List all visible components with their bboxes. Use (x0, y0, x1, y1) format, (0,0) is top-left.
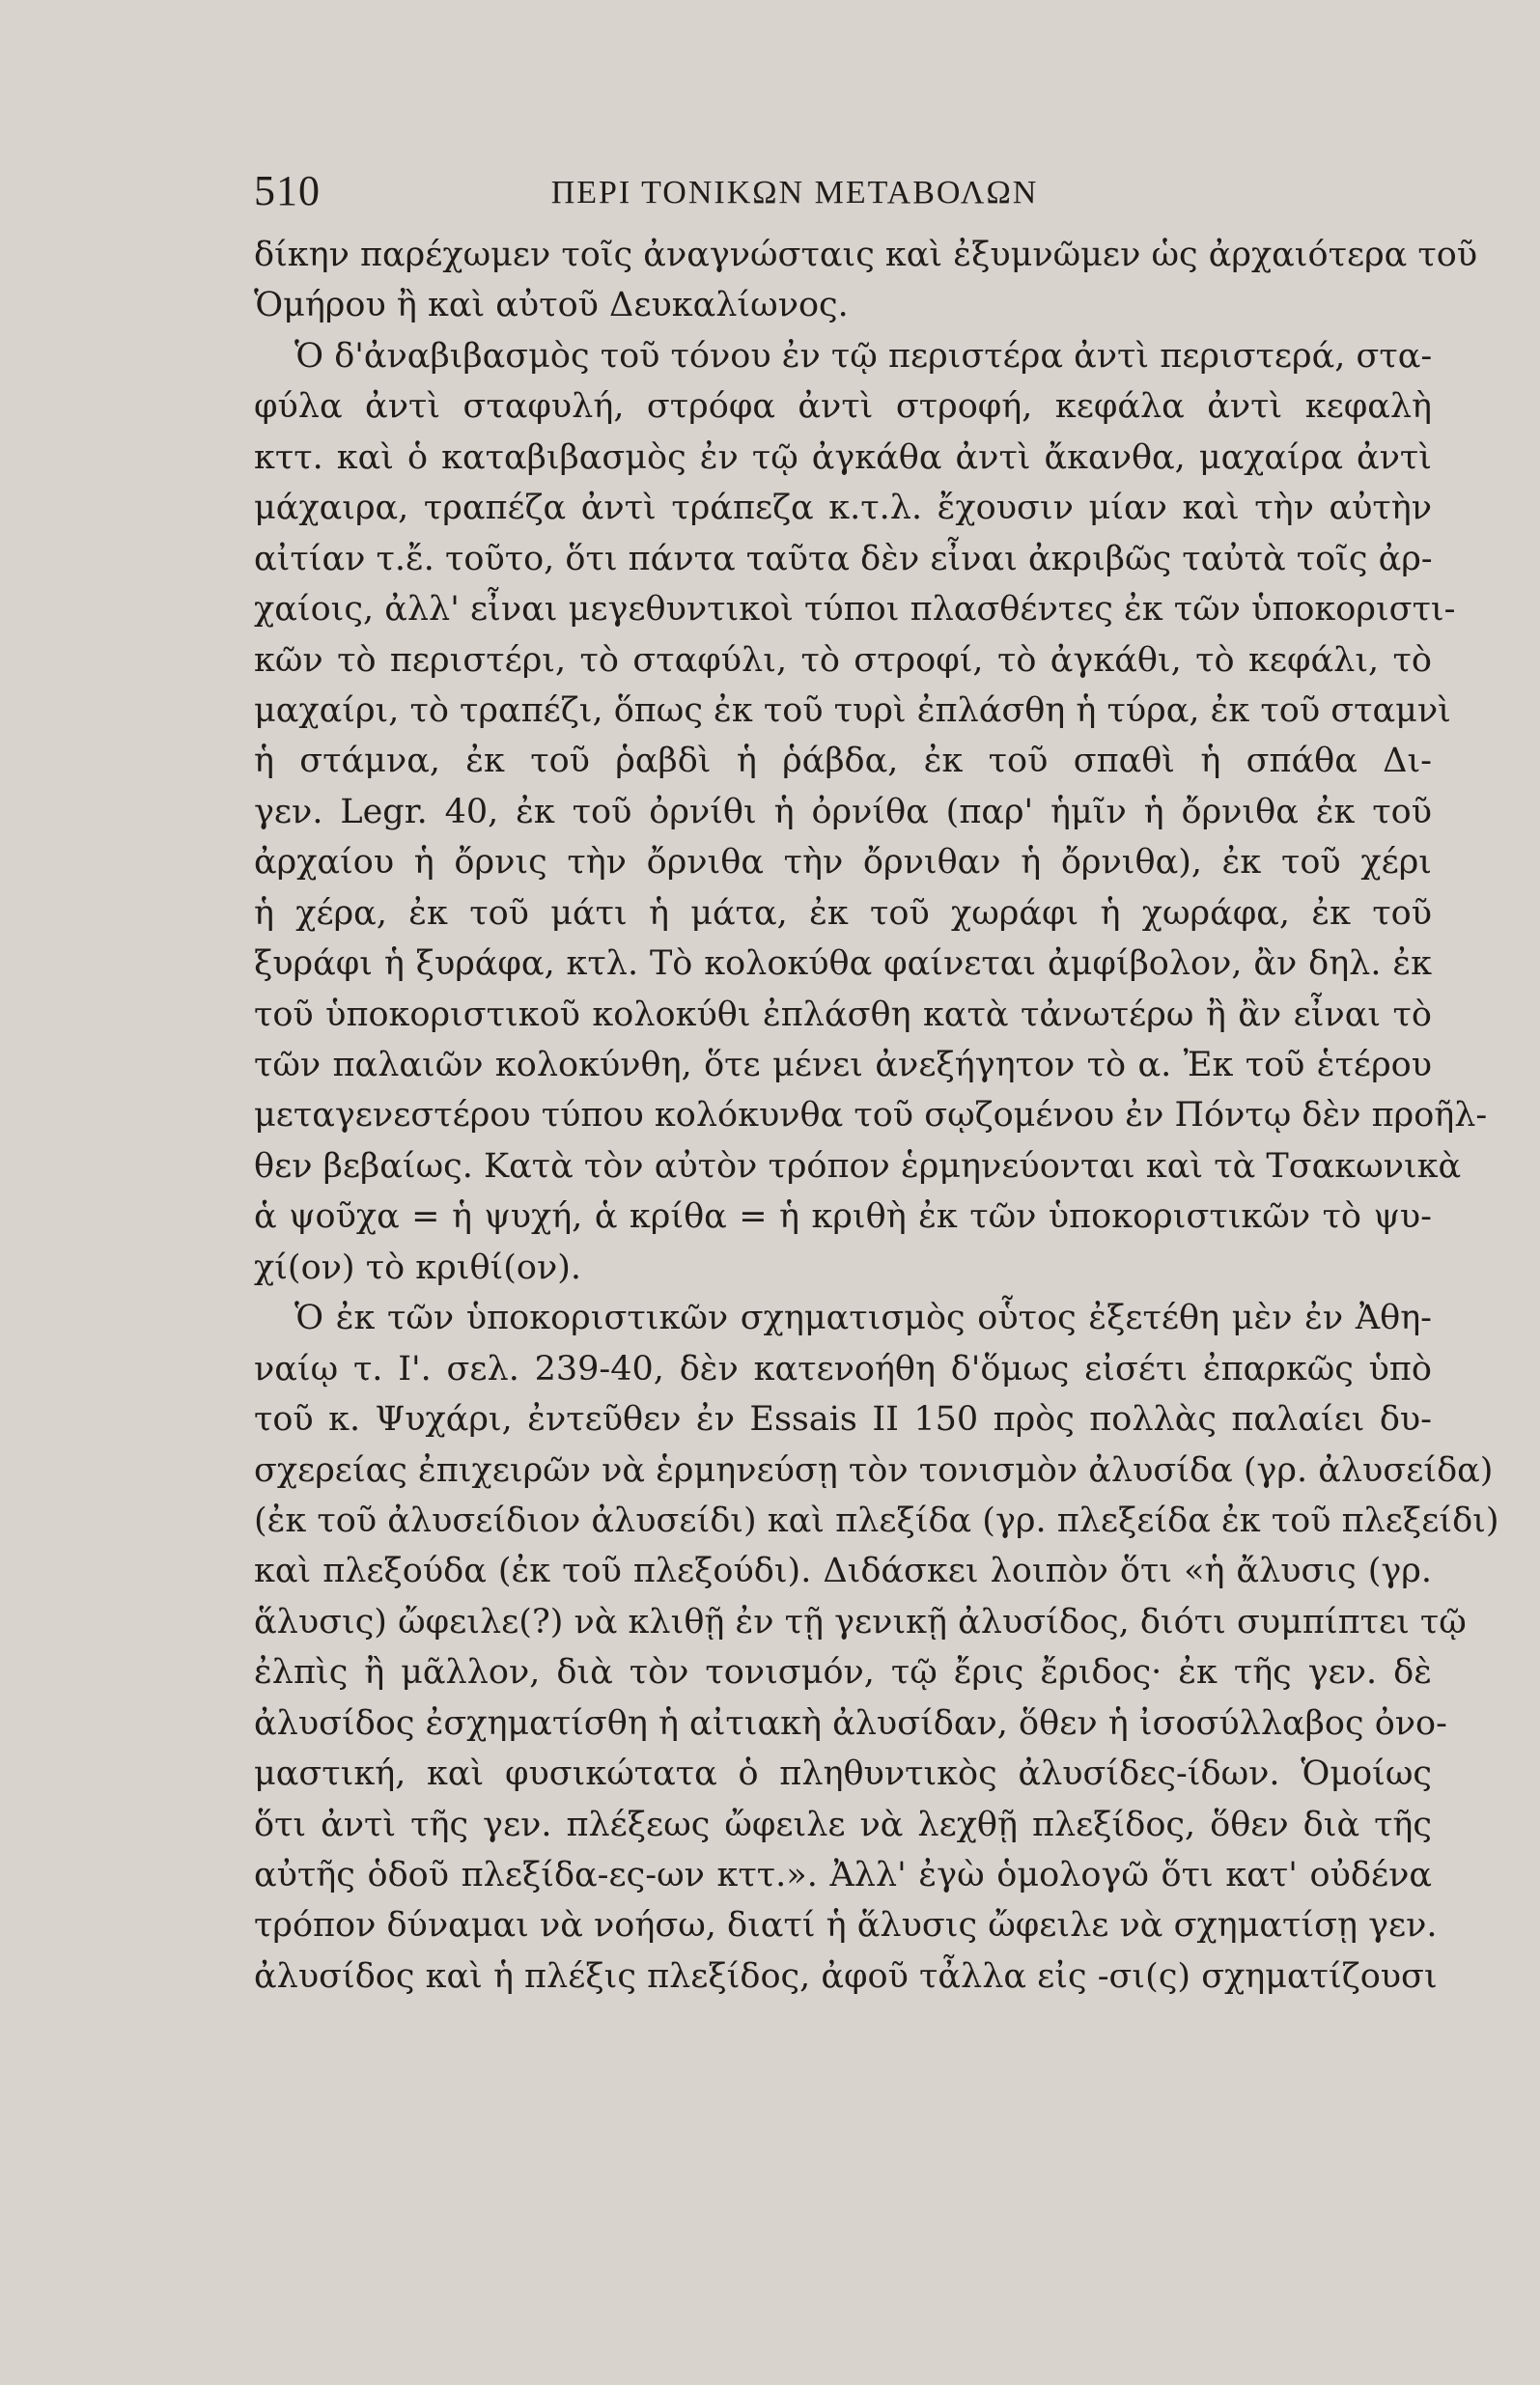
text-line: τοῦ κ. Ψυχάρι, ἐντεῦθεν ἐν Essais II 150 πρὸς πολλὰς παλαίει δυ- (254, 1400, 1432, 1440)
text-line: ἡ στάμνα, ἐκ τοῦ ῥαβδὶ ἡ ῥάβδα, ἐκ τοῦ σπαθὶ ἡ σπάθα Δι- (254, 742, 1432, 781)
text-line: αἰτίαν τ.ἔ. τοῦτο, ὅτι πάντα ταῦτα δὲν εἶναι ἀκριβῶς ταὐτὰ τοῖς ἀρ- (254, 539, 1433, 578)
body-text (254, 230, 1499, 2002)
text-line: μαχαίρι, τὸ τραπέζι, ὅπως ἐκ τοῦ τυρὶ ἐπλάσθη ἡ τύρα, ἐκ τοῦ σταμνὶ (254, 690, 1451, 730)
text-line: μεταγενεστέρου τύπου κολόκυνθα τοῦ σῳζομένου ἐν Πόντῳ δὲν προῆλ- (254, 1096, 1488, 1136)
text-line: καὶ πλεξούδα (ἐκ τοῦ πλεξούδι). Διδάσκει λοιπὸν ὅτι «ἡ ἄλυσις (γρ. (254, 1552, 1432, 1591)
text-line: τῶν παλαιῶν κολοκύνθη, ὅτε μένει ἀνεξήγητον τὸ α. Ἐκ τοῦ ἑτέρου (254, 1046, 1432, 1084)
text-line: μάχαιρα, τραπέζα ἀντὶ τράπεζα κ.τ.λ. ἔχουσιν μίαν καὶ τὴν αὐτὴν (254, 489, 1432, 528)
text-line: σχερείας ἐπιχειρῶν νὰ ἑρμηνεύσῃ τὸν τονισμὸν ἀλυσίδα (γρ. ἀλυσείδα) (254, 1450, 1494, 1490)
text-line: μαστική, καὶ φυσικώτατα ὁ πληθυντικὸς ἀλυσίδες-ίδων. Ὁμοίως (254, 1754, 1432, 1794)
text-line: χαίοις, ἀλλ' εἶναι μεγεθυντικοὶ τύποι πλασθέντες ἐκ τῶν ὑποκοριστι- (254, 590, 1456, 630)
text-line: ξυράφι ἡ ξυράφα, κτλ. Τὸ κολοκύθα φαίνεται ἀμφίβολον, ἂν δηλ. ἐκ (254, 944, 1432, 984)
page-number: 510 (254, 167, 321, 214)
text-line: ἁ ψοῦχα = ἡ ψυχή, ἁ κρίθα = ἡ κριθὴ ἐκ τῶν ὑποκοριστικῶν τὸ ψυ- (254, 1197, 1432, 1237)
running-head: ΠΕΡΙ ΤΟΝΙΚΩΝ ΜΕΤΑΒΟΛΩΝ (550, 175, 1039, 210)
text-line: Ὁμήρου ἢ καὶ αὐτοῦ Δευκαλίωνος. (254, 286, 849, 325)
text-line: ἡ χέρα, ἐκ τοῦ μάτι ἡ μάτα, ἐκ τοῦ χωράφι ἡ χωράφα, ἐκ τοῦ (254, 893, 1432, 933)
text-line: ἀρχαίου ἡ ὄρνις τὴν ὄρνιθα τὴν ὄρνιθαν ἡ ὄρνιθα), ἐκ τοῦ χέρι (254, 843, 1432, 883)
text-line: ναίῳ τ. Ι'. σελ. 239-40, δὲν κατενοήθη δ'ὅμως εἰσέτι ἐπαρκῶς ὑπὸ (254, 1349, 1432, 1389)
text-line: (ἐκ τοῦ ἀλυσείδιον ἀλυσείδι) καὶ πλεξίδα (γρ. πλεξείδα ἐκ τοῦ πλεξείδι) (254, 1501, 1499, 1540)
text-line: δίκην παρέχωμεν τοῖς ἀναγνώσταις καὶ ἐξυμνῶμεν ὡς ἀρχαιότερα τοῦ (254, 236, 1478, 274)
text-line: γεν. Legr. 40, ἐκ τοῦ ὀρνίθι ἡ ὀρνίθα (παρ' ἡμῖν ἡ ὄρνιθα ἐκ τοῦ (254, 792, 1432, 831)
text-line: Ὁ ἐκ τῶν ὑποκοριστικῶν σχηματισμὸς οὗτος ἐξετέθη μὲν ἐν Ἀθη- (294, 1299, 1432, 1338)
text-line: ἐλπὶς ἢ μᾶλλον, διὰ τὸν τονισμόν, τῷ ἔρις ἔριδος· ἐκ τῆς γεν. δὲ (254, 1653, 1432, 1693)
text-line: ἀλυσίδος ἐσχηματίσθη ἡ αἰτιακὴ ἀλυσίδαν, ὅθεν ἡ ἰσοσύλλαβος ὀνο- (254, 1703, 1447, 1743)
text-line: ἀλυσίδος καὶ ἡ πλέξις πλεξίδος, ἀφοῦ τἆλλα εἰς -σι(ς) σχηματίζουσι (254, 1956, 1438, 1996)
text-line: ὅτι ἀντὶ τῆς γεν. πλέξεως ὤφειλε νὰ λεχθῇ πλεξίδος, ὅθεν διὰ τῆς (254, 1805, 1432, 1844)
text-line: Ὁ δ'ἀναβιβασμὸς τοῦ τόνου ἐν τῷ περιστέρα ἀντὶ περιστερά, στα- (294, 336, 1433, 376)
text-line: κῶν τὸ περιστέρι, τὸ σταφύλι, τὸ στροφί, τὸ ἀγκάθι, τὸ κεφάλι, τὸ (254, 640, 1432, 680)
text-line: φύλα ἀντὶ σταφυλή, στρόφα ἀντὶ στροφή, κεφάλα ἀντὶ κεφαλὴ (254, 387, 1432, 427)
text-line: τοῦ ὑποκοριστικοῦ κολοκύθι ἐπλάσθη κατὰ τἀνωτέρω ἢ ἂν εἶναι τὸ (254, 995, 1432, 1034)
text-line: θεν βεβαίως. Κατὰ τὸν αὐτὸν τρόπον ἑρμηνεύονται καὶ τὰ Τσακωνικὰ (254, 1146, 1462, 1186)
text-line: χί(ον) τὸ κριθί(ον). (254, 1248, 582, 1287)
page-header (254, 166, 1335, 216)
text-line: ἅλυσις) ὤφειλε(?) νὰ κλιθῇ ἐν τῇ γενικῇ ἀλυσίδος, διότι συμπίπτει τῷ (254, 1602, 1467, 1641)
text-line: αὐτῆς ὁδοῦ πλεξίδα-ες-ων κττ.». Ἀλλ' ἐγὼ ὁμολογῶ ὅτι κατ' οὐδένα (254, 1856, 1432, 1894)
text-line: τρόπον δύναμαι νὰ νοήσω, διατί ἡ ἅλυσις ὤφειλε νὰ σχηματίσῃ γεν. (254, 1906, 1438, 1946)
text-line: κττ. καὶ ὁ καταβιβασμὸς ἐν τῷ ἀγκάθα ἀντὶ ἄκανθα, μαχαίρα ἀντὶ (254, 437, 1432, 477)
